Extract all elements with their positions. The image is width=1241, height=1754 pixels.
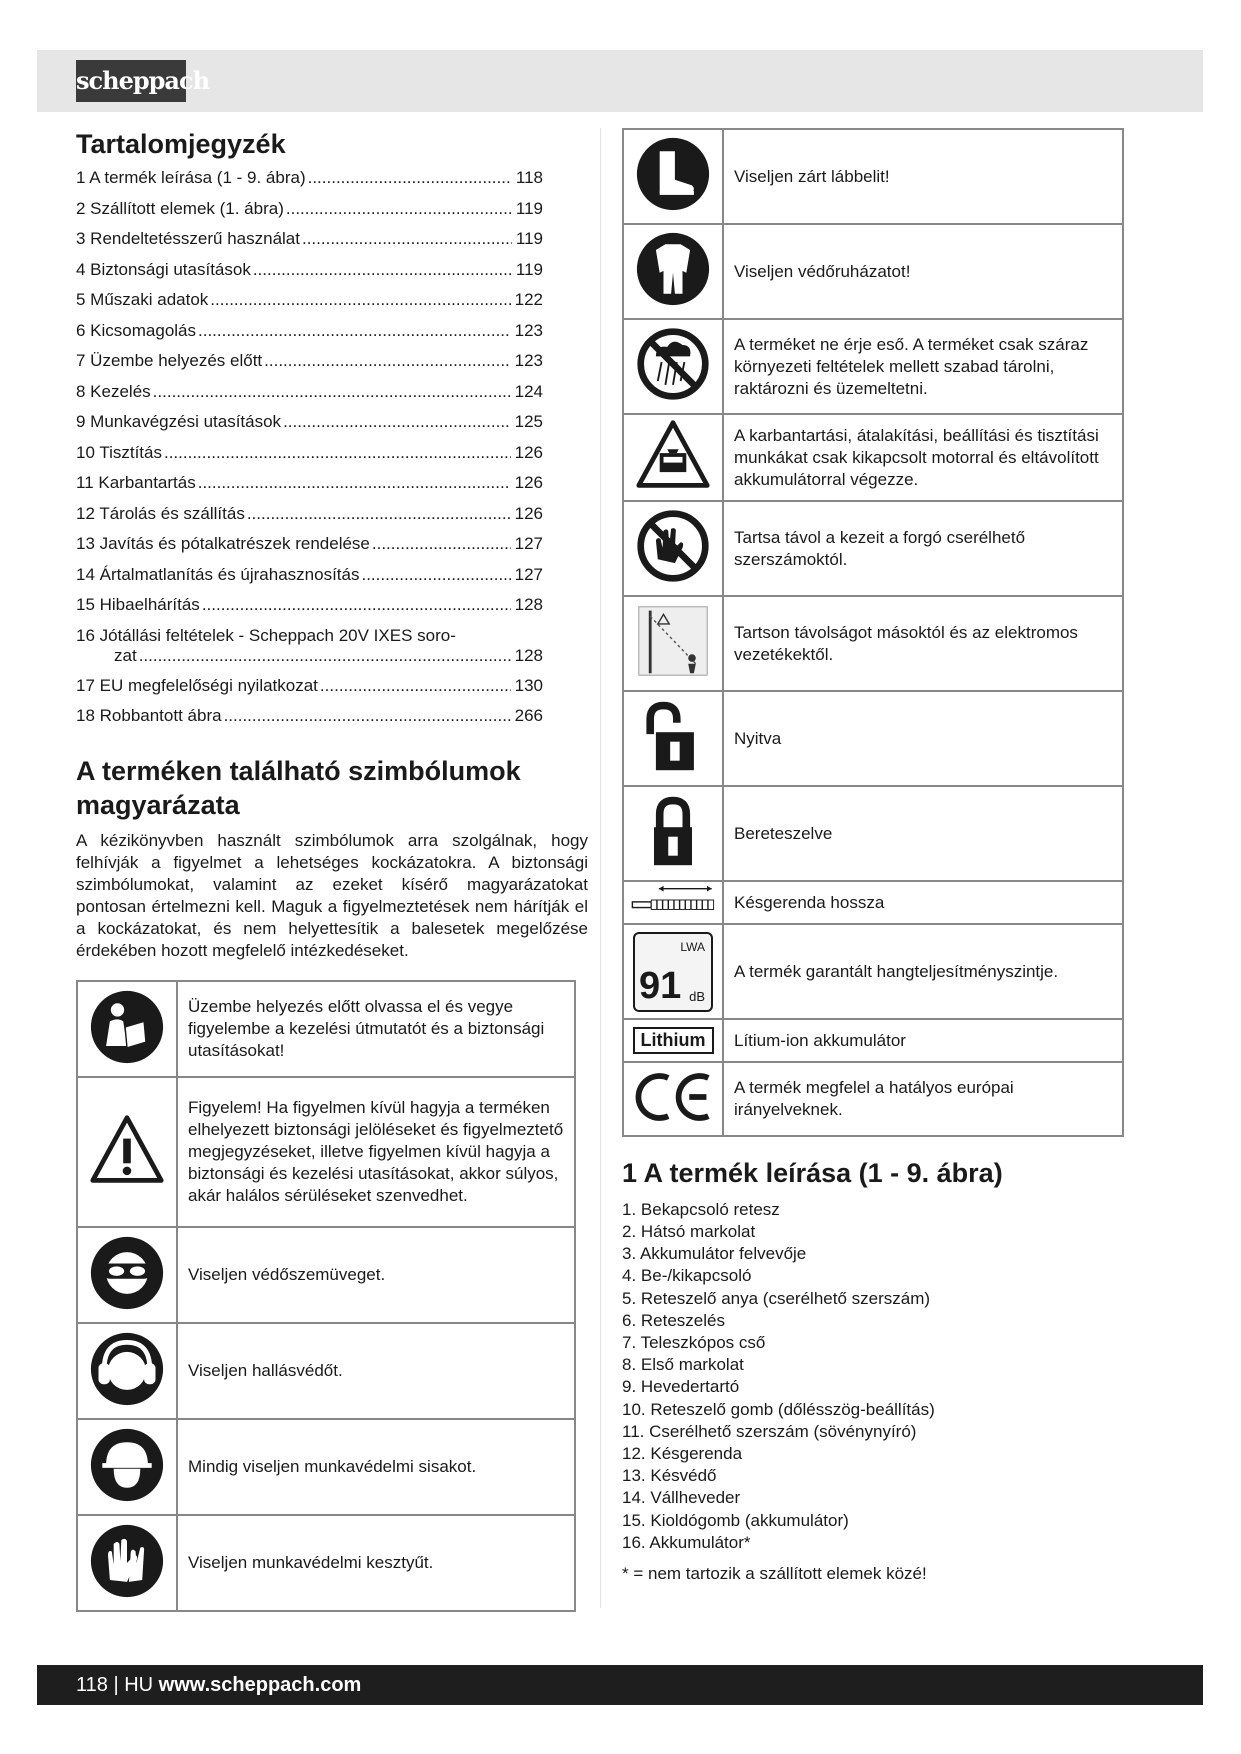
toc-item-text: 2 Szállított elemek (1. ábra)	[76, 198, 284, 218]
symbol-description: A karbantartási, átalakítási, beállítási és tisztítási munkákat csak kikapcsolt motorral és eltávolított akkumulátorral végezze.	[723, 414, 1123, 501]
symbol-row	[623, 501, 1123, 596]
symbol-description: Tartson távolságot másoktól és az elektromos vezetékektől.	[723, 596, 1123, 691]
footnote: * = nem tartozik a szállított elemek közé!	[622, 1564, 927, 1583]
symbol-description: Nyitva	[723, 691, 1123, 786]
toc-item-page: 127	[514, 534, 543, 554]
protective-clothing-icon	[635, 231, 711, 312]
symbol-row	[623, 924, 1123, 1019]
symbol-description: Viseljen zárt lábbelit!	[723, 129, 1123, 224]
toc-item[interactable]	[76, 534, 543, 565]
symbol-row	[623, 881, 1123, 924]
toc-item-text: 12 Tárolás és szállítás	[76, 503, 245, 523]
symbol-row	[623, 691, 1123, 786]
toc-item[interactable]	[76, 706, 543, 737]
symbols-intro: A kézikönyvben használt szimbólumok arra szolgálnak, hogy felhívják a figyelmet a lehetséges kockázatokra. A biztonsági szimbólumokat, valamint az ezeket kísérő magyarázatokat pontosan értelmezni kell. Maguk a figyelmeztetések nem hárítják el a kockázatokat, és nem helyettesítik a balesetek megelőzése érdekében hozott megfelelő intézkedéseket.	[76, 831, 588, 961]
safety-boots-icon	[635, 136, 711, 217]
symbol-description: Bereteszelve	[723, 786, 1123, 881]
toc-item-page: 128	[514, 595, 543, 615]
toc-item-text: 14 Ártalmatlanítás és újrahasznosítás	[76, 564, 360, 584]
sound-power-icon	[633, 932, 713, 1012]
column-divider	[600, 128, 601, 1608]
header-band	[37, 50, 1203, 112]
toc-item-page: 123	[514, 351, 543, 371]
table-of-contents	[76, 168, 543, 737]
safety-goggles-icon	[89, 1235, 165, 1316]
symbol-description: A terméket ne érje eső. A terméket csak száraz környezeti feltételek mellett szabad tárolni, raktározni és üzemeltetni.	[723, 319, 1123, 414]
toc-item[interactable]	[76, 626, 543, 676]
symbols-table-left	[76, 980, 576, 1612]
toc-item-page: 126	[514, 503, 543, 523]
left-column	[76, 128, 588, 1612]
toc-item[interactable]	[76, 412, 543, 443]
symbol-row	[77, 1515, 575, 1611]
symbol-row	[623, 414, 1123, 501]
footer: 118 | HU www.scheppach.com	[37, 1665, 1203, 1705]
toc-item-text: 3 Rendeltetésszerű használat	[76, 229, 300, 249]
toc-item-text: 8 Kezelés	[76, 381, 151, 401]
toc-item-page: 119	[515, 259, 543, 279]
blade-length-icon	[630, 883, 716, 922]
toc-item-text: 11 Karbantartás	[76, 473, 196, 493]
list-item: 10. Reteszelő gomb (dőlésszög-beállítás)	[622, 1399, 935, 1419]
toc-item-page: 122	[514, 290, 543, 310]
list-item: 1. Bekapcsoló retesz	[622, 1199, 780, 1219]
toc-item[interactable]	[76, 321, 543, 352]
symbols-table-right	[622, 128, 1124, 1137]
component-list	[622, 1199, 1124, 1554]
toc-item-page: 119	[515, 229, 543, 249]
footer-language: HU	[124, 1674, 154, 1696]
symbol-row	[77, 1419, 575, 1515]
symbol-row	[623, 1019, 1123, 1062]
symbols-section-title: A terméken található szimbólumok magyarázata	[76, 755, 521, 820]
sound-value: 91	[639, 964, 682, 1007]
toc-item[interactable]	[76, 351, 543, 382]
symbol-description: Üzembe helyezés előtt olvassa el és vegye figyelembe a kezelési útmutatót és a biztonsági utasításokat!	[177, 981, 575, 1077]
toc-item[interactable]	[76, 565, 543, 596]
symbol-description: Figyelem! Ha figyelmen kívül hagyja a terméken elhelyezett biztonsági jelöléseket és figyelmeztető megjegyzéseket, illetve figyelmen kívül hagyja a biztonsági és kezelési utasításokat, akkor súlyos, akár halálos sérüléseket szenvedhet.	[177, 1077, 575, 1227]
ear-protection-icon	[89, 1331, 165, 1412]
symbol-description: Viseljen védőszemüveget.	[177, 1227, 575, 1323]
toc-item-text: zat	[114, 645, 137, 665]
symbol-description: Viseljen védőruházatot!	[723, 224, 1123, 319]
read-manual-icon	[89, 989, 165, 1070]
toc-item-page: 125	[514, 412, 543, 432]
symbol-row	[623, 786, 1123, 881]
symbol-row	[623, 129, 1123, 224]
scheppach-logo: scheppach	[76, 60, 186, 102]
footer-url[interactable]: www.scheppach.com	[158, 1674, 362, 1696]
list-item: 12. Késgerenda	[622, 1443, 743, 1463]
list-item: 8. Első markolat	[622, 1355, 744, 1375]
list-item: 2. Hátsó markolat	[622, 1221, 756, 1241]
toc-item-page: 266	[514, 706, 543, 726]
toc-item[interactable]	[76, 676, 543, 707]
toc-item-text: 10 Tisztítás	[76, 442, 162, 462]
toc-item[interactable]	[76, 229, 543, 260]
toc-item-text: 4 Biztonsági utasítások	[76, 259, 251, 279]
symbol-row	[623, 1062, 1123, 1136]
symbol-description: Késgerenda hossza	[723, 881, 1123, 924]
symbol-row	[623, 224, 1123, 319]
unlocked-icon	[635, 698, 711, 779]
toc-item-page: 118	[515, 168, 543, 188]
list-item: 14. Vállheveder	[622, 1488, 741, 1508]
toc-item[interactable]	[76, 504, 543, 535]
toc-item-text: 16 Jótállási feltételek - Scheppach 20V IXES soro-	[76, 625, 456, 645]
power-line-distance-icon	[635, 603, 711, 684]
warning-triangle-icon	[89, 1112, 165, 1193]
maintenance-warning-icon	[635, 417, 711, 498]
toc-item-page: 119	[515, 198, 543, 218]
lithium-label: Lithium	[640, 1030, 706, 1050]
helmet-icon	[89, 1427, 165, 1508]
toc-item[interactable]	[76, 260, 543, 291]
footer-page-number: 118	[76, 1674, 108, 1696]
toc-item[interactable]	[76, 473, 543, 504]
toc-item[interactable]	[76, 168, 543, 199]
toc-item-text: 17 EU megfelelőségi nyilatkozat	[76, 675, 318, 695]
symbol-description: A termék megfelel a hatályos európai irányelveknek.	[723, 1062, 1123, 1136]
ce-mark-icon	[630, 1068, 716, 1131]
symbol-description: Viseljen hallásvédőt.	[177, 1323, 575, 1419]
right-column	[622, 128, 1124, 1584]
symbol-row	[77, 981, 575, 1077]
toc-item-text: 6 Kicsomagolás	[76, 320, 197, 340]
list-item: 4. Be-/kikapcsoló	[622, 1266, 752, 1286]
symbol-description: Lítium-ion akkumulátor	[723, 1019, 1123, 1062]
list-item: 5. Reteszelő anya (cserélhető szerszám)	[622, 1288, 931, 1308]
lwa-label: LWA	[680, 939, 705, 954]
symbol-description: A termék garantált hangteljesítményszintje.	[723, 924, 1123, 1019]
symbol-row	[77, 1077, 575, 1227]
toc-item-page: 126	[514, 473, 543, 493]
list-item: 6. Reteszelés	[622, 1310, 725, 1330]
toc-item-text: 18 Robbantott ábra	[76, 706, 222, 726]
symbol-row	[623, 319, 1123, 414]
toc-item-text: 7 Üzembe helyezés előtt	[76, 351, 263, 371]
toc-item[interactable]	[76, 595, 543, 626]
list-item: 15. Kioldógomb (akkumulátor)	[622, 1510, 849, 1530]
no-hands-icon	[635, 508, 711, 589]
toc-item[interactable]	[76, 290, 543, 321]
toc-item-page: 124	[514, 381, 543, 401]
symbol-description: Viseljen munkavédelmi kesztyűt.	[177, 1515, 575, 1611]
list-item: 11. Cserélhető szerszám (sövénynyíró)	[622, 1421, 917, 1441]
toc-item-page: 128	[514, 645, 543, 665]
symbol-row	[623, 596, 1123, 691]
list-item: 16. Akkumulátor*	[622, 1532, 751, 1552]
toc-item-page: 126	[514, 442, 543, 462]
symbol-description: Mindig viseljen munkavédelmi sisakot.	[177, 1419, 575, 1515]
toc-item-text: 5 Műszaki adatok	[76, 290, 209, 310]
toc-item-page: 130	[514, 675, 543, 695]
toc-item-text: 13 Javítás és pótalkatrészek rendelése	[76, 534, 370, 554]
toc-item-text: 1 A termék leírása (1 - 9. ábra)	[76, 168, 306, 188]
description-title: 1 A termék leírása (1 - 9. ábra)	[622, 1158, 1003, 1188]
symbol-row	[77, 1323, 575, 1419]
list-item: 9. Hevedertartó	[622, 1377, 740, 1397]
no-rain-icon	[635, 326, 711, 407]
toc-item[interactable]	[76, 382, 543, 413]
list-item: 13. Késvédő	[622, 1466, 717, 1486]
lithium-icon	[633, 1027, 714, 1054]
toc-item[interactable]	[76, 443, 543, 474]
toc-item-page: 123	[514, 320, 543, 340]
list-item: 3. Akkumulátor felvevője	[622, 1244, 807, 1264]
toc-item[interactable]	[76, 199, 543, 230]
toc-item-page: 127	[514, 564, 543, 584]
toc-item-text: 9 Munkavégzési utasítások	[76, 412, 282, 432]
gloves-icon	[89, 1523, 165, 1604]
list-item: 7. Teleszkópos cső	[622, 1332, 766, 1352]
toc-item-text: 15 Hibaelhárítás	[76, 595, 200, 615]
symbol-row	[77, 1227, 575, 1323]
symbol-description: Tartsa távol a kezeit a forgó cserélhető szerszámoktól.	[723, 501, 1123, 596]
toc-title: Tartalomjegyzék	[76, 129, 286, 159]
locked-icon	[635, 793, 711, 874]
sound-unit: dB	[689, 988, 705, 1004]
